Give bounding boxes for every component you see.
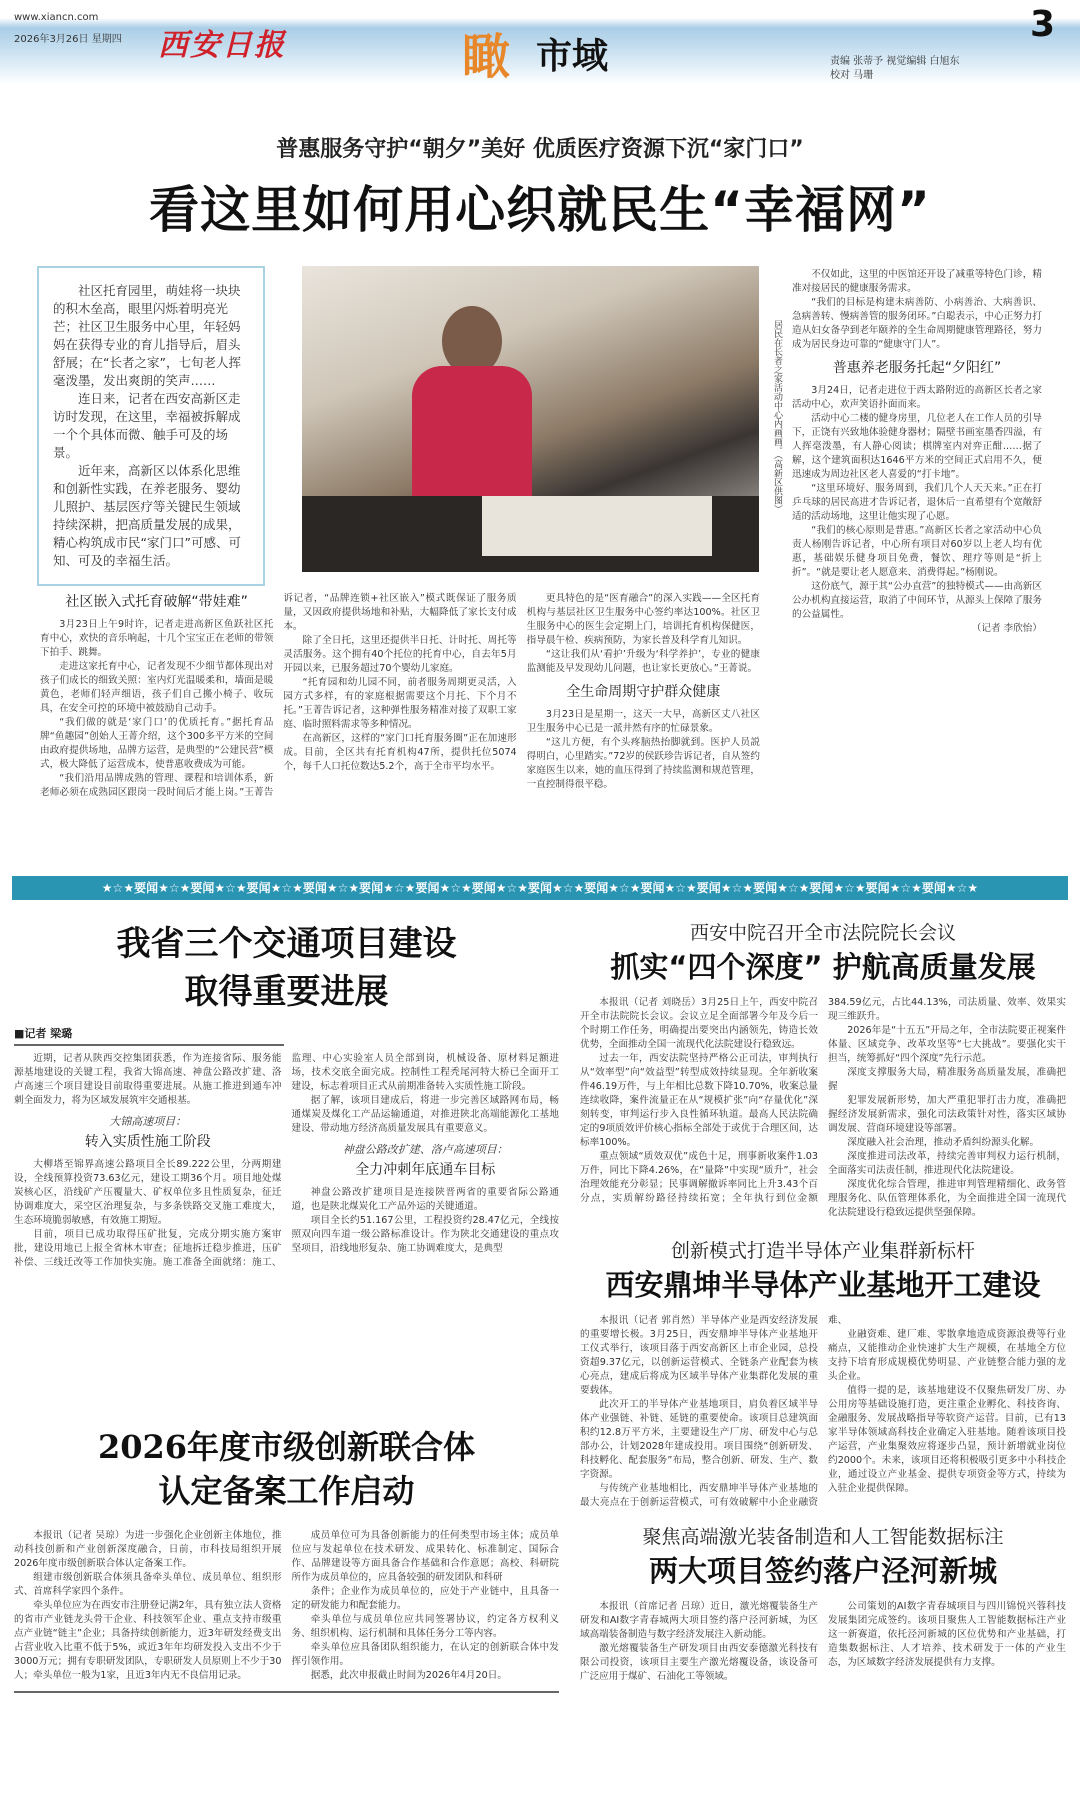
innovation-headline (14, 1425, 559, 1513)
proofreader: 校对 马珊 (830, 70, 874, 81)
lead-box (37, 266, 265, 586)
paragraph: “我们的目标是构建未病善防、小病善治、大病善识、急病善转、慢病善管的服务闭环。”白聪表示，中心正努力打造从妇女备孕到老年颐养的全生命周期健康管理路径，努力成为居民身边可靠的“健康守门人”。 (792, 297, 1042, 350)
paragraph: 牵头单位应为在西安市注册登记满2年，具有独立法人资格的省市产业链龙头骨干企业、科技领军企业、重点支持市级重点产业链“链主”企业；具备持续创新能力，近3年研发经费支出占营业收入比重不低于5%，或近3年年均研发投入支出不少于3000万元；拥有专职研发团队，专职研发人员原则上不少于30人；牵头单位一般为1家，且近3年内无不良信用记录。 (14, 1600, 282, 1681)
paragraph: 成员单位可为具备创新能力的任何类型市场主体；成员单位应与发起单位在技术研发、成果转化、标准制定、国际合作、品牌建设等方面具备合作基础和合作意愿；高校、科研院所作为成员单位的，应具备较强的研发团队和科研 (291, 1530, 559, 1583)
paragraph: 2026年是“十五五”开局之年，全市法院要正视案件体量、区域竞争、改革攻坚等“七大挑战”。要强化实干担当，统筹抓好“四个深度”先行示范。 (828, 1025, 1066, 1064)
paragraph: 此次开工的半导体产业基地项目，肩负着区域半导体产业强链、补链、延链的重要使命。该项目总建筑面积约12.8万平方米，主要建设生产厂房、研发中心与总部办公，计划2028年建成投用。项目围绕“创新研发、科技孵化、配套服务”布局，整合创新、研发、生产、数字资源。 (580, 1399, 818, 1480)
paragraph: 重点领域“质效双优”成色十足，刑事新收案件1.03万件，同比下降4.26%，在“量降”中实现“质升”，社会治理效能充分彰显；民事调解撤诉率同比上升3.43个百分点，实质解纷路径持续拓宽；全年执行到位金额384.59亿元，占比44.13%，司法质量、效率、效果实现三维跃升。 (580, 997, 1066, 1204)
headline-line: 认定备案工作启动 (158, 1472, 415, 1510)
headline-line: 我省三个交通项目建设 (116, 924, 457, 964)
paragraph: 更具特色的是“医育融合”的深入实践——全区托育机构与基层社区卫生服务中心签约率达100%。社区卫生服务中心的医生会定期上门，培训托育机构保健医，指导晨午检、疾病预防，为家长普及科学育儿知识。 (526, 593, 760, 646)
paragraph: 这份底气，源于其“公办直营”的独特模式——由高新区公办机构直接运营，取消了中间环节，从源头上保障了服务的公益属性。 (792, 581, 1042, 620)
subheading-kicker: 神盘公路改扩建、洛卢高速项目： (342, 1143, 508, 1156)
issue-date: 2026年3月26日 星期四 (14, 34, 122, 45)
paragraph: 活动中心二楼的健身房里，几位老人在工作人员的引导下，正饶有兴致地体验健身器材；隔壁书画室墨香四溢，有人挥毫泼墨，有人静心阅读；棋牌室内对弈正酣……据了解，这个建筑面积达1646平方米的空间正式启用不久，便迅速成为周边社区老人喜爱的“打卡地”。 (792, 413, 1042, 480)
paragraph: “这儿方便，有个头疼脑热抬脚就到。医护人员説得明白，心里踏实。”72岁的侯跃珍告诉记者，自从签约家庭医生以来，她的血压得到了持续监测和规范管理，一直控制得很平稳。 (526, 737, 760, 790)
divider (14, 1044, 284, 1046)
paragraph: 犯罪发展新形势，加大严重犯罪打击力度，准确把握经济发展新需求，强化司法政策针对性，落实区域协调发展、营商环境建设等部署。 (828, 1095, 1066, 1134)
subheading: 转入实质性施工阶段 (84, 1134, 211, 1150)
court-body-columns (580, 996, 1066, 1220)
paragraph: 除了全日托，这里还提供半日托、计时托、周托等灵活服务。这个拥有40个托位的托育中心，自去年5月开园以来，已服务超过70个婴幼儿家庭。 (283, 635, 517, 674)
traffic-article (14, 920, 559, 1415)
traffic-headline (14, 920, 559, 1016)
page-number: 3 (1030, 4, 1056, 45)
feature-body-columns (40, 592, 760, 800)
feature-photo (302, 266, 759, 572)
laser-headline: 两大项目签约落户泾河新城 (648, 1554, 997, 1588)
reporter-line: ■记者 梁璐 (14, 1027, 73, 1040)
paragraph: 条件；企业作为成员单位的，应处于产业链中，且具备一定的研发能力和配套能力。 (291, 1586, 559, 1611)
semi-kicker: 创新模式打造半导体产业集群新标杆 (670, 1240, 975, 1262)
paragraph: 组建市级创新联合体须具备牵头单位、成员单位、组织形式、首席科学家四个条件。 (14, 1572, 282, 1597)
subheading: 全力冲刺年底通车目标 (355, 1162, 496, 1178)
paragraph: 目前，项目已成功取得压矿批复，完成分期实施方案审批，建设用地已上报全省林木审查；征地拆迁稳步推进，压矿补偿、三线迁改等工作加快实施。施工准备全面就绪：施工、监理、中心实验室人员全部到岗，机械设备、原材料足额进场，技术交底全面完成。控制性工程秃尾河特大桥已全面开工建设，标志着项目正式从前期准备转入实质性施工阶段。 (14, 1053, 559, 1268)
laser-kicker: 聚焦高端激光装备制造和人工智能数据标注 (642, 1526, 1004, 1548)
paragraph: 近期，记者从陕西交控集团获悉，作为连接省际、服务能源基地建设的关键工程，我省大锦高速、神盘公路改扩建、洛卢高速三个项目建设目前取得重要进展。从施工推进到通车冲刺全面发力，将为区域发展筑牢交通根基。 (14, 1053, 282, 1106)
byline: （记者 李欣怡） (971, 623, 1042, 634)
paragraph: “托育园和幼儿园不同，前者服务周期更灵活，入园方式多样，有的家庭根据需要这个月托、下个月不托。”王菁告诉记者，这种弹性服务精准对接了双职工家庭、临时照料需求等多种情况。 (283, 677, 517, 730)
paragraph: 牵头单位应具备团队组织能力，在认定的创新联合体中发挥引领作用。 (291, 1642, 559, 1667)
laser-article (580, 1524, 1066, 1684)
semi-body-columns (580, 1314, 1066, 1510)
divider (14, 1691, 559, 1693)
innovation-body-columns (14, 1529, 559, 1683)
semi-article (580, 1238, 1066, 1510)
paragraph: “这里环境好、服务周到，我们几个人天天来。”正在打乒乓球的居民高进才告诉记者，退休后一直希望有个宽敞舒适的活动场地，这里让他实现了心愿。 (792, 483, 1042, 522)
paragraph: 公司策划的AI数字青春城项目与四川锦悦兴蓉科技发展集团完成签约。该项目聚焦人工智能数据标注产业这一新赛道，依托泾河新城的区位优势和产业基础，打造集数据标注、人才培养、技术研发于一体的产业生态，为区域数字经济发展提供有力支撑。 (828, 1601, 1066, 1668)
left-lower-flow (14, 920, 559, 1693)
editors: 责编 张蒂予 视觉编辑 白旭东 (830, 56, 960, 67)
paragraph: 在高新区，这样的“家门口托育服务圈”正在加速形成。目前，全区共有托育机构47所，提供托位5074个，每千人口托位数达5.2个，高于全市平均水平。 (283, 733, 517, 772)
paragraph: 据了解，该项目建成后，将进一步完善区域路网布局，畅通煤炭及煤化工产品运输通道，对推进陕北高端能源化工基地建设、带动地方经济高质量发展具有重要意义。 (291, 1095, 559, 1134)
court-headline: 抓实“四个深度” 护航高质量发展 (610, 950, 1036, 984)
innovation-article (14, 1425, 559, 1693)
paragraph: 深度融入社会治理，推动矛盾纠纷源头化解。 (847, 1137, 1040, 1148)
headline-line: 2026年度市级创新联合体 (97, 1428, 476, 1466)
paragraph: 项目全长约51.167公里，工程投资约28.47亿元，全线按照双向四车道一级公路标准设计。作为陕北交通建设的重点攻坚项目，沿线地形复杂、施工协调难度大，是典型 (291, 1215, 559, 1254)
paragraph: 本报讯（记者 吴琼）为进一步强化企业创新主体地位，推动科技创新和产业创新深度融合，日前，市科技局组织开展2026年度市级创新联合体认定备案工作。 (14, 1530, 282, 1569)
subheading: 全生命周期守护群众健康 (566, 684, 721, 700)
top-kicker: 普惠服务守护“朝夕”美好 优质医疗资源下沉“家门口” (276, 137, 804, 162)
lead-paragraph: 社区托育园里，萌娃将一块块的积木垒高，眼里闪烁着明亮光芒；社区卫生服务中心里，年轻妈妈在获得专业的育儿指导后，眉头舒展；在“长者之家”，七旬老人挥毫泼墨，发出爽朗的笑声…… (53, 283, 241, 388)
newspaper-logo: 西安日报 (158, 28, 286, 63)
photo-caption: 居民在长者之家活动中心内画画。（高新区供图） (772, 320, 782, 514)
paragraph: 激光熔覆装备生产研发项目由西安泰德激光科技有限公司投资，该项目主要生产激光熔覆设备，该设备可广泛应用于煤矿、石油化工等领域。 (580, 1643, 818, 1682)
section-mark: 瞰 (462, 29, 511, 85)
lead-paragraph: 连日来，记者在西安高新区走访时发现，在这里，幸福被拆解成一个个具体而微、触手可及的场景。 (53, 391, 241, 460)
paragraph: 值得一提的是，该基地建设不仅聚焦研发厂房、办公用房等基础设施打造，更注重企业孵化、科技咨询、金融服务、发展战略指导等软资产运营。目前，已有13家半导体领域高科技企业确定入驻基地。随着该项目投产运营，产业集聚效应将逐步凸显，预计新增就业岗位约2000个。未来，该项目还将积极吸引更多中小科技企业，通过设立产业基金、提供专项资金等方式，持续为入驻企业提供保障。 (828, 1385, 1066, 1494)
paragraph: 神盘公路改扩建项目是连接陕晋两省的重要省际公路通道，也是陕北煤炭化工产品外运的关键通道。 (291, 1187, 559, 1212)
paragraph: “我们做的就是‘家门口’的优质托育。”据托育品牌“鱼趣园”创始人王菁介绍，这个300多平方米的空间由政府提供场地，品牌方运营，是典型的“公建民营”模式，极大降低了运营成本，使普惠收费成为可能。 (40, 717, 274, 770)
paragraph: 本报讯（记者 郭肖然）半导体产业是西安经济发展的重要增长极。3月25日，西安鼎坤半导体产业基地开工仪式举行，该项目落于西安高新区上市企业园，总投资超9.37亿元，以创新运营模式、全链条产业配套为核心亮点，建成后将成为区域半导体产业集群化发展的重要载体。 (580, 1315, 818, 1396)
paragraph: 走进这家托育中心，记者发现不少细节都体现出对孩子们成长的细致关照：室内灯光温暖柔和，墙面是暖黄色，老师们轻声细语，孩子们自己搬小椅子、收玩具，在安全可控的环境中被鼓励自己动手。 (40, 661, 274, 714)
paragraph: 业融资难、建厂难、零散拿地造成资源浪费等行业痛点，又能推动企业快速扩大生产规模，在基地全方位支持下培育形成规模优势明显、产业链整合能力强的龙头企业。 (828, 1329, 1066, 1382)
paragraph: 不仅如此，这里的中医馆还开设了减重等特色门诊，精准对接居民的健康服务需求。 (792, 269, 1042, 294)
article-column (792, 268, 1042, 636)
headline-line: 取得重要进展 (184, 972, 389, 1012)
section-title: 市域 (536, 36, 609, 77)
laser-body-columns (580, 1600, 1066, 1684)
paragraph: 深度支撑服务大局，精准服务高质量发展，准确把握 (828, 1067, 1066, 1092)
right-lower-flow (580, 920, 1066, 1684)
news-banner: ★☆★要闻★☆★要闻★☆★要闻★☆★要闻★☆★要闻★☆★要闻★☆★要闻★☆★要闻★☆★要闻★☆★要闻★☆★要闻★☆★要闻★☆★要闻★☆★要闻★☆★要闻★☆★ (12, 876, 1068, 900)
paragraph: 深度推进司法改革，持续完善审判权力运行机制，全面落实司法责任制，推进现代化法院建设。 (828, 1151, 1066, 1176)
court-kicker: 西安中院召开全市法院院长会议 (689, 922, 956, 944)
paragraph: 与传统产业基地相比，西安鼎坤半导体产业基地的最大亮点在于创新运营模式，可有效破解中小企业融资难、 (580, 1315, 848, 1508)
traffic-body-columns (14, 1052, 559, 1270)
paragraph: 深度优化综合管理，推进审判管理精细化、政务管理服务化、队伍管理体系化，为全面推进全国一流现代化法院建设行稳致远提供坚强保障。 (828, 1179, 1066, 1218)
paragraph: 3月23日上午9时许，记者走进高新区鱼跃社区托育中心，欢快的音乐响起，十几个宝宝正在老师的带领下拍手、跳舞。 (40, 619, 274, 658)
paragraph: 3月24日，记者走进位于西太路附近的高新区长者之家活动中心，欢声笑语扑面而来。 (792, 385, 1042, 410)
paragraph: 过去一年，西安法院坚持严格公正司法，审判执行从“效率型”向“效益型”转型成效持续显现。全年新收案件46.19万件，与上年相比总数下降10.70%，收案总量连续收降，案件流量正在从“规模扩张”向“存量优化”深刻转变，审判运行步入良性循环轨道。最高人民法院确定的9项质效评价核心指标全部处于或优于合理区间，达标率100%。 (580, 1053, 818, 1148)
paragraph: “我们的核心原则是普惠。”高新区长者之家活动中心负责人杨刚告诉记者，中心所有项目对60岁以上老人均有优惠，基础娱乐健身项目免费，餐饮、理疗等则是“折上折”。“就是要让老人愿意来、消费得起。”杨刚说。 (792, 525, 1042, 578)
court-article (580, 920, 1066, 1220)
top-headline: 看这里如何用心织就民生“幸福网” (149, 181, 931, 239)
site-url: www.xiancn.com (14, 12, 99, 23)
lead-paragraph: 近年来，高新区以体系化思维和创新性实践，在养老服务、婴幼儿照护、基层医疗等关键民生领域持续深耕，把高质量发展的成果，精心构筑成市民“家门口”可感、可知、可及的幸福生活。 (53, 463, 241, 568)
paragraph: 据悉，此次申报截止时间为2026年4月20日。 (310, 1670, 507, 1681)
subheading: 普惠养老服务托起“夕阳红” (832, 360, 1002, 376)
paragraph: 3月23日是星期一，这天一大早，高新区丈八社区卫生服务中心已是一派井然有序的忙碌景象。 (526, 709, 760, 734)
paragraph: 大柳塔至锦界高速公路项目全长89.222公里，分两期建设，全线预算投资73.63亿元，建设工期36个月。项目地处煤炭核心区，沿线矿产压覆量大、矿权单位多且性质复杂，征迁协调难度大，采空区治理复杂，与多条铁路交叉施工难度大，生态环境脆弱敏感，有效施工期短。 (14, 1159, 282, 1226)
subheading: 社区嵌入式托育破解“带娃难” (65, 594, 248, 610)
paragraph: 本报讯（记者 刘晓岳）3月25日上午，西安中院召开全市法院院长会议。会议立足全面部署今年及今后一个时期工作任务，明确提出要突出内涵领先，铸造长效优势，全面推动全国一流现代化法院建设行稳致远。 (580, 997, 818, 1050)
paragraph: “我们沿用品牌成熟的管理、课程和培训体系，新老师必须在成熟园区跟岗一段时间后才能上岗。”王菁告诉记者，“品牌连锁+社区嵌入”模式既保证了服务质量，又因政府提供场地和补贴，大幅降低了家长支付成本。 (40, 593, 517, 798)
paragraph: “这让我们从‘看护’升级为‘科学养护’，专业的健康监测能及早发现幼儿问题，也让家长更放心。”王菁说。 (526, 649, 760, 674)
semi-headline: 西安鼎坤半导体产业基地开工建设 (605, 1268, 1041, 1302)
paragraph: 本报讯（首席记者 吕琼）近日，激光熔覆装备生产研发和AI数字青春城两大项目签约落户泾河新城，为区域高端装备制造与数字经济发展注入新动能。 (580, 1601, 818, 1640)
paragraph: 牵头单位与成员单位应共同签署协议，约定各方权利义务、组织机构、运行机制和具体任务分工等内容。 (291, 1614, 559, 1639)
subheading-kicker: 大锦高速项目： (109, 1115, 187, 1128)
